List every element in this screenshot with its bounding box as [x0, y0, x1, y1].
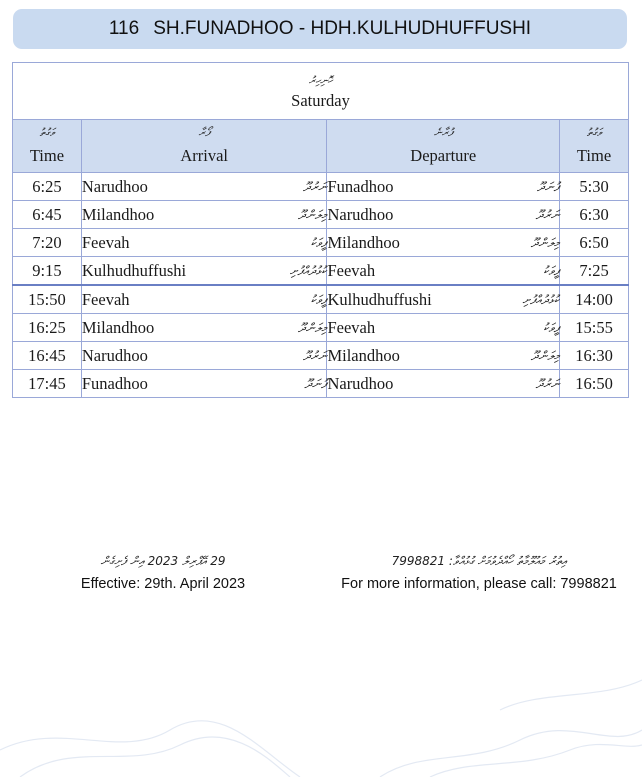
arrival-place-dhivehi: މިލަންދޫ	[298, 319, 327, 335]
departure-place-dhivehi: ފީވަކު	[543, 319, 560, 335]
arrival-cell	[81, 342, 327, 370]
departure-place: Milandhoo	[327, 345, 400, 365]
departure-cell	[327, 173, 560, 201]
departure-time: 14:00	[560, 285, 629, 314]
arrival-place: Feevah	[81, 232, 130, 252]
table-row	[13, 314, 629, 342]
departure-place: Narudhoo	[327, 373, 394, 393]
table-row	[13, 370, 629, 398]
day-cell	[13, 63, 629, 120]
arrival-place-dhivehi: ނަރުދޫ	[303, 178, 327, 194]
effective-english: Effective: 29th. April 2023	[80, 576, 246, 592]
arrival-place-dhivehi: ނަރުދޫ	[303, 347, 327, 363]
departure-time: 15:55	[560, 314, 629, 342]
departure-place-dhivehi: ފީވަކު	[543, 262, 560, 278]
route-header	[13, 9, 627, 49]
arrival-place: Narudhoo	[81, 345, 148, 365]
departure-place: Funadhoo	[327, 176, 394, 196]
arrival-cell	[81, 257, 327, 286]
arrival-cell	[81, 229, 327, 257]
column-header-row	[13, 120, 629, 173]
table-row	[13, 342, 629, 370]
departure-place-dhivehi: މިލަންދޫ	[530, 347, 560, 363]
header-arrival	[81, 120, 327, 173]
arrival-place-dhivehi: ފުނަދޫ	[304, 375, 327, 391]
arrival-time: 6:25	[13, 173, 82, 201]
arrival-time: 17:45	[13, 370, 82, 398]
arrival-place-dhivehi: ފީވަކު	[310, 291, 327, 307]
arrival-place: Milandhoo	[81, 204, 155, 224]
table-row	[13, 201, 629, 229]
arrival-cell	[81, 370, 327, 398]
departure-cell	[327, 201, 560, 229]
arrival-time: 15:50	[13, 285, 82, 314]
departure-cell	[327, 229, 560, 257]
table-row	[13, 257, 629, 286]
arrival-place-dhivehi: ފީވަކު	[310, 234, 327, 250]
departure-time: 6:50	[560, 229, 629, 257]
table-row	[13, 285, 629, 314]
departure-place-dhivehi: ފުނަދޫ	[537, 178, 560, 194]
departure-place: Feevah	[327, 317, 376, 337]
departure-time: 7:25	[560, 257, 629, 286]
contact-dhivehi: އިތުރު މައުލޫމާތު ހޯއްދެވުމަށް ގުޅުއްވާ: 7998821	[391, 554, 567, 568]
arrival-time: 7:20	[13, 229, 82, 257]
arrival-cell	[81, 201, 327, 229]
header-dhivehi: ވަގުތު	[39, 126, 55, 139]
header-arrival-time	[13, 120, 82, 173]
day-row	[13, 63, 629, 120]
route-number: 116	[108, 18, 140, 39]
arrival-time: 16:25	[13, 314, 82, 342]
departure-cell	[327, 370, 560, 398]
contact-english: For more information, please call: 7998821	[341, 576, 617, 592]
header-departure	[327, 120, 560, 173]
departure-cell	[327, 285, 560, 314]
header-dhivehi: ފުރާނެ	[433, 126, 453, 139]
header-english: Departure	[410, 146, 477, 165]
departure-place: Milandhoo	[327, 232, 400, 252]
day-dhivehi: ހޮނިހިރު	[308, 74, 333, 87]
departure-cell	[327, 342, 560, 370]
day-english: Saturday	[291, 91, 350, 110]
header-english: Time	[29, 146, 65, 165]
departure-place-dhivehi: ނަރުދޫ	[535, 375, 560, 391]
table-row	[13, 173, 629, 201]
arrival-cell	[81, 173, 327, 201]
arrival-place: Funadhoo	[81, 373, 148, 393]
departure-place: Feevah	[327, 260, 376, 280]
arrival-time: 16:45	[13, 342, 82, 370]
arrival-place: Milandhoo	[81, 317, 155, 337]
arrival-time: 6:45	[13, 201, 82, 229]
table-row	[13, 229, 629, 257]
header-english: Arrival	[180, 146, 228, 165]
arrival-place: Narudhoo	[81, 176, 148, 196]
header-departure-time	[560, 120, 629, 173]
departure-time: 16:50	[560, 370, 629, 398]
arrival-cell	[81, 285, 327, 314]
departure-place: Kulhudhuffushi	[327, 289, 432, 309]
effective-date	[58, 548, 268, 594]
arrival-place-dhivehi: މިލަންދޫ	[298, 206, 327, 222]
arrival-place-dhivehi: ކުޅުދުއްފުށި	[289, 262, 327, 278]
arrival-time: 9:15	[13, 257, 82, 286]
arrival-cell	[81, 314, 327, 342]
route-name: SH.FUNADHOO - HDH.KULHUDHUFFUSHI	[153, 18, 532, 39]
departure-cell	[327, 314, 560, 342]
departure-place-dhivehi: ނަރުދޫ	[535, 206, 560, 222]
header-dhivehi: ވަގުތު	[586, 126, 602, 139]
departure-place-dhivehi: މިލަންދޫ	[530, 234, 560, 250]
departure-place-dhivehi: ކުޅުދުއްފުށި	[522, 291, 560, 307]
arrival-place: Kulhudhuffushi	[81, 260, 187, 280]
departure-time: 5:30	[560, 173, 629, 201]
header-english: Time	[576, 146, 612, 165]
departure-time: 6:30	[560, 201, 629, 229]
departure-cell	[327, 257, 560, 286]
departure-place: Narudhoo	[327, 204, 394, 224]
contact-info	[329, 548, 629, 594]
timetable	[12, 62, 629, 398]
header-dhivehi: ފޯރާ	[198, 126, 210, 139]
background-wave-decoration	[0, 600, 642, 777]
effective-dhivehi: 29 އޭޕްރިލް 2023 އިން ފެށިގެން	[100, 554, 226, 568]
departure-time: 16:30	[560, 342, 629, 370]
arrival-place: Feevah	[81, 289, 130, 309]
